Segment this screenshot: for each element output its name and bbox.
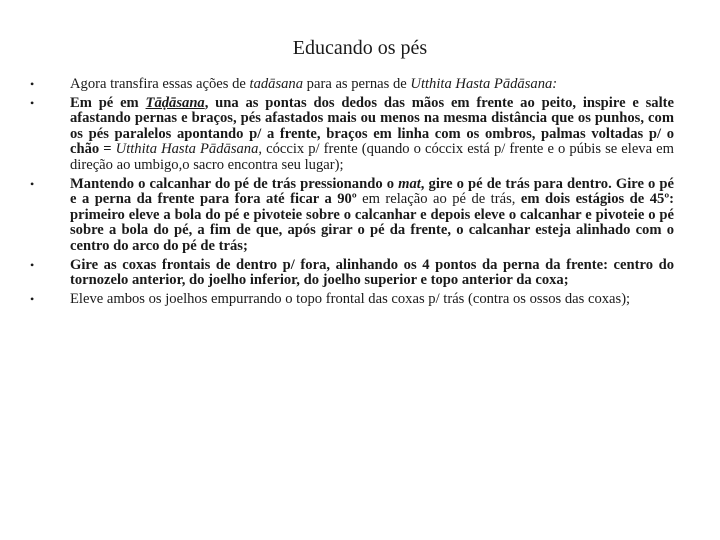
- bullet-marker: •: [30, 291, 35, 306]
- bullet-list: [30, 77, 674, 310]
- bullet-text-run: mat: [398, 175, 421, 192]
- bullet-text-run: Em pé em: [70, 94, 146, 111]
- bullet-text-run: , cóccix p/ frente (quando o cóccix está p/ frente e o púbis se eleva em direção ao umbigo,o sacro encontra seu lugar);: [70, 141, 674, 173]
- bullet-marker: •: [30, 176, 35, 191]
- bullet-text-run: Gire as coxas frontais de dentro p/ fora, alinhando os 4 pontos da perna da frente: centro do tornozelo anterior, do joelho inferior, do joelho superior e topo anterior da coxa;: [70, 256, 674, 289]
- bullet-text-run: Agora transfira essas ações de: [70, 76, 250, 92]
- bullet-item: [30, 258, 674, 289]
- bullet-text-run: Tāḍāsana: [145, 94, 205, 111]
- bullet-item: [30, 292, 674, 308]
- bullet-item: [30, 96, 674, 174]
- bullet-item: [30, 77, 674, 93]
- bullet-text-run: Utthita Hasta Pādāsana:: [410, 76, 558, 92]
- bullet-text-run: , una as pontas dos dedos das mãos em frente ao peito, inspire e salte afastando pernas e braços, pés afastados mais ou menos na mesma distância que os punhos, com os pés paralelos apontando p/ a frente, braços em linha com os ombros, palmas voltadas p/ o chão =: [70, 94, 674, 158]
- bullet-marker: •: [30, 95, 35, 110]
- bullet-text-run: Eleve ambos os joelhos empurrando o topo frontal das coxas p/ trás (contra os ossos das coxas);: [70, 290, 631, 307]
- slide-title: Educando os pés: [292, 37, 428, 59]
- bullet-item: [30, 177, 674, 255]
- bullet-text-run: em relação ao pé de trás,: [362, 191, 521, 208]
- bullet-marker: •: [30, 257, 35, 272]
- bullet-text-run: para as pernas de: [303, 76, 411, 92]
- bullet-text-run: , gire o pé de trás para dentro. Gire o pé e a perna da frente para fora até ficar a 90º: [70, 175, 674, 208]
- bullet-text-run: tadāsana: [249, 76, 304, 92]
- bullet-text-run: Utthita Hasta Pādāsana: [115, 141, 259, 158]
- bullet-marker: •: [30, 77, 35, 91]
- bullet-text-run: em dois estágios de 45º: primeiro eleve a bola do pé e pivoteie sobre o calcanhar e depois eleve o calcanhar e pivoteie o pé sobre a bola do pé, a fim de que, após girar o pé da frente, o calcanhar esteja alinhado com o centro do arco do pé de trás;: [70, 191, 675, 254]
- bullet-text-run: Mantendo o calcanhar do pé de trás pressionando o: [70, 175, 399, 192]
